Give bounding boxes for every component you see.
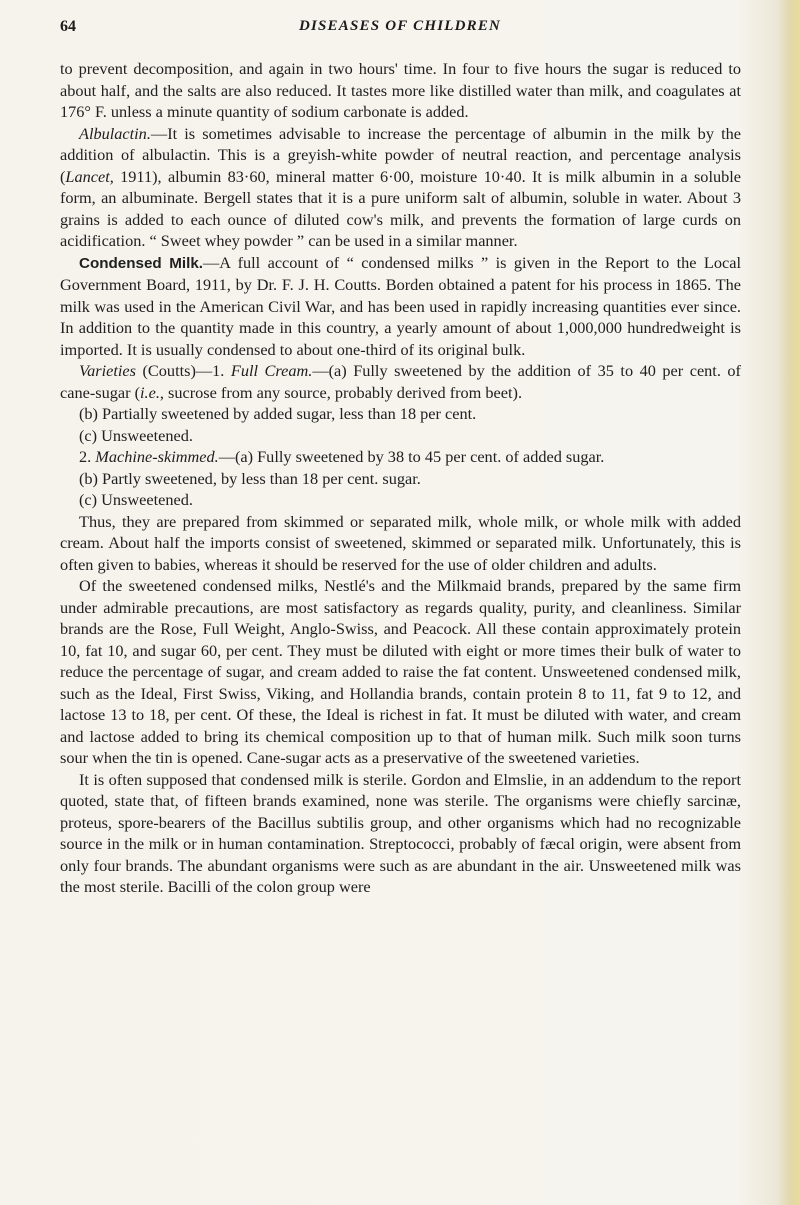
italic-text: Varieties <box>79 361 136 380</box>
text-run: —It is sometimes advisable to increase the percentage of albumin in the milk by the addition of albulactin. This is a greyish-white powder of neutral reaction, and percentage analysis ( <box>60 123 741 186</box>
paragraph <box>60 769 741 898</box>
run-in-heading: Condensed Milk. <box>79 254 204 272</box>
text-run: (b) Partly sweetened, by less than 18 per cent. sugar. <box>79 468 421 488</box>
text-run: (b) Partially sweetened by added sugar, less than 18 per cent. <box>79 404 477 423</box>
paragraph <box>60 123 741 252</box>
paragraph <box>60 252 741 361</box>
running-head: DISEASES OF CHILDREN <box>298 18 502 34</box>
text-run: Of the sweetened condensed milks, Nestlé's and the Milkmaid brands, prepared by the same firm under admirable precautions, are most satisfactory as regards quality, purity, and cleanliness. Similar brands are the Rose, Full Weight, Anglo-Swiss, and Peacock. All these contain approximately protein 10, fat 10, and sugar 60, per cent. They must be diluted with eight or more times their bulk of water to reduce the percentage of sugar, and cream added to raise the fat content. Unsweetened condensed milk, such as the Ideal, First Swiss, Viking, and Hollandia brands, contain protein 8 to 11, fat 9 to 12, and lactose 13 to 18, per cent. Of these, the Ideal is richest in fat. It must be diluted with water, and cream and lactose added to bring its chemical composition up to that of human milk. Such milk soon turns sour when the tin is opened. Cane-sugar acts as a preservative of the sweetened varieties. <box>60 576 741 767</box>
paragraph <box>60 446 741 468</box>
text-run: —A full account of “ condensed milks ” is given in the Report to the Local Government Board, 1911, by Dr. F. J. H. Coutts. Borden obtained a patent for his process in 1865. The milk was used in the American Civil War, and has been used in rapidly increasing quantities ever since. In addition to the quantity made in this country, a yearly amount of about 1,000,000 hundredweight is imported. It is usually condensed to about one-third of its original bulk. <box>60 252 741 359</box>
italic-text: Albulactin. <box>79 123 151 143</box>
text-run: to prevent decomposition, and again in two hours' time. In four to five hours the sugar is reduced to about half, and the salts are also reduced. It tastes more like distilled water than milk, and coagulates at 176° F. unless a minute quantity of sodium carbonate is added. <box>60 59 741 121</box>
text-run: Thus, they are prepared from skimmed or separated milk, whole milk, or whole milk with added cream. About half the imports consist of sweetened, skimmed or separated milk. Unfortunately, this is often given to babies, whereas it should be reserved for the use of older children and adults. <box>60 511 741 574</box>
text-run: (Coutts)—1. <box>135 361 231 380</box>
paragraph <box>60 575 741 769</box>
italic-text: Full Cream. <box>230 361 313 380</box>
text-run: —(a) Fully sweetened by 38 to 45 per cent. of added sugar. <box>218 447 605 466</box>
italic-text: Lancet <box>65 166 110 186</box>
paragraph <box>60 511 741 576</box>
text-run: (c) Unsweetened. <box>79 425 193 445</box>
italic-text: Machine-skimmed. <box>95 447 219 466</box>
paragraph <box>60 403 741 425</box>
body-text <box>60 58 741 898</box>
text-run: —(a) Fully sweetened by the addition of 35 to 40 per cent. of cane-sugar ( <box>60 361 741 402</box>
paragraph <box>60 425 741 447</box>
page-header <box>60 16 740 40</box>
paragraph <box>60 468 741 490</box>
page-number: 64 <box>60 18 76 35</box>
text-run: (c) Unsweetened. <box>79 490 193 509</box>
text-run: It is often supposed that condensed milk is sterile. Gordon and Elmslie, in an addendum to the report quoted, state that, of fifteen brands examined, none was sterile. The organisms were chiefly sarcinæ, proteus, spore-bearers of the Bacillus subtilis group, and other organisms which had no recognizable source in the milk or in human contamination. Streptococci, probably of fæcal origin, were absent from only four brands. The abundant organisms were such as are abundant in the air. Unsweetened milk was the most sterile. Bacilli of the colon group were <box>60 769 741 896</box>
paragraph <box>60 360 741 403</box>
page-edge-shadow <box>778 0 800 1205</box>
paragraph <box>60 489 741 511</box>
italic-text: i.e. <box>140 382 160 402</box>
paragraph <box>60 58 741 123</box>
text-run: , 1911), albumin 83·60, mineral matter 6·00, moisture 10·40. It is milk albumin in a soluble form, an albuminate. Bergell states that it is a pure uniform salt of albumin, soluble in water. About 3 grains is added to each ounce of diluted cow's milk, and prevents the formation of large curds on acidification. “ Sweet whey powder ” can be used in a similar manner. <box>60 166 741 250</box>
text-run: 2. <box>79 447 96 466</box>
text-run: , sucrose from any source, probably derived from beet). <box>159 382 523 402</box>
